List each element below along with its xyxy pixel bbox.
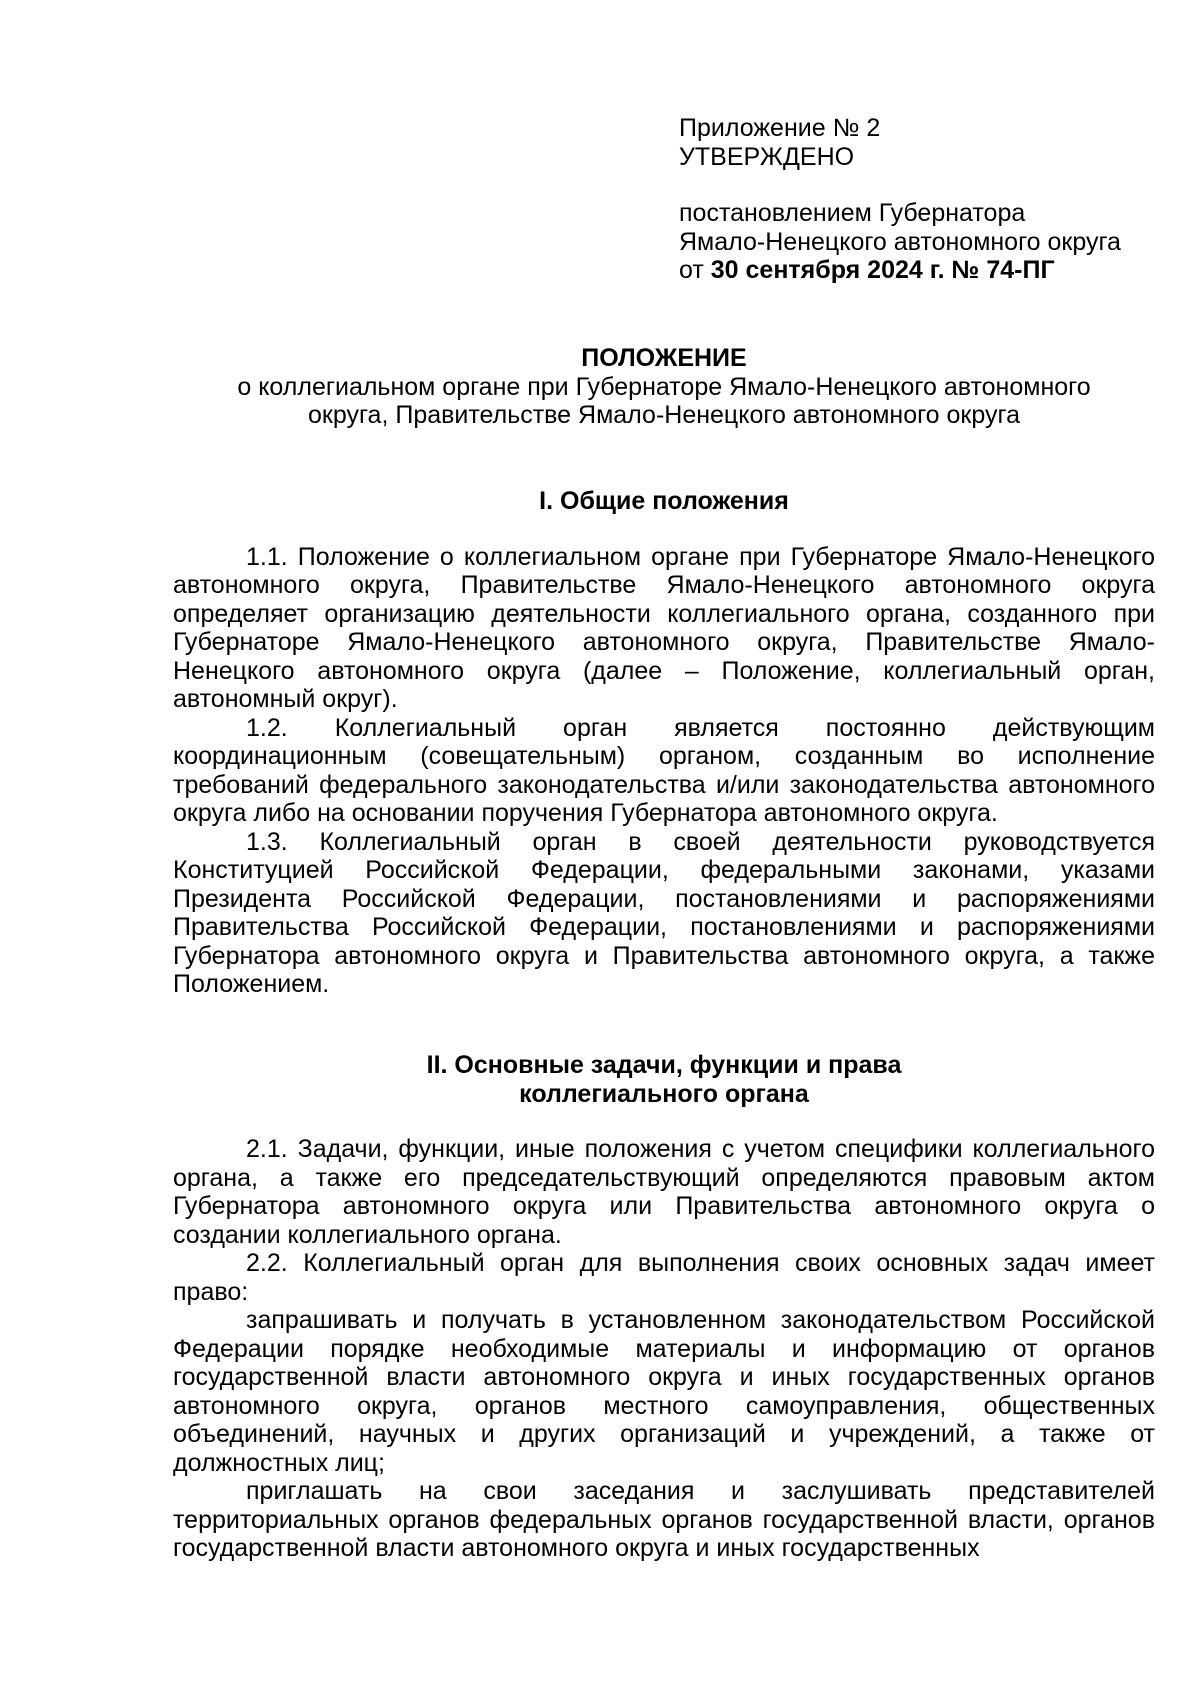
decree-line-1: постановлением Губернатора xyxy=(679,199,1026,227)
appendix-label: Приложение № 2 xyxy=(679,114,881,142)
document-subtitle-line-2: округа, Правительстве Ямало-Ненецкого автономного округа xyxy=(308,401,1020,429)
approval-block xyxy=(679,114,1179,285)
decree-line-2: Ямало-Ненецкого автономного округа xyxy=(679,227,1121,256)
document-title-block xyxy=(173,344,1155,430)
section-1 xyxy=(173,487,1155,999)
section-2-heading-line-2: коллегиального органа xyxy=(519,1079,809,1108)
paragraph-2-1: 2.1. Задачи, функции, иные положения с учетом специфики коллегиального органа, а также его председательствующий определяются правовым актом Губернатора автономного округа или Правительства автономного округа о создании коллегиального органа. xyxy=(173,1135,1155,1249)
section-2-heading-line-1: II. Основные задачи, функции и права xyxy=(426,1051,902,1079)
decree-date-number: 30 сентября 2024 г. № 74-ПГ xyxy=(710,256,1055,284)
paragraph-2-2: 2.2. Коллегиальный орган для выполнения своих основных задач имеет право: xyxy=(173,1249,1155,1306)
section-1-heading: I. Общие положения xyxy=(539,487,789,515)
approved-label: УТВЕРЖДЕНО xyxy=(679,142,855,171)
decree-date-line xyxy=(679,256,1179,285)
paragraph-1-2: 1.2. Коллегиальный орган является постоянно действующим координационным (совещательным) органом, созданным во исполнение требований федерального законодательства и/или законодательства автономного округа либо на основании поручения Губернатора автономного округа. xyxy=(173,713,1155,827)
document-subtitle-line-1: о коллегиальном органе при Губернаторе Ямало-Ненецкого автономного xyxy=(237,372,1091,401)
section-2 xyxy=(173,1051,1155,1563)
paragraph-1-1: 1.1. Положение о коллегиальном органе при Губернаторе Ямало-Ненецкого автономного округа, Правительстве Ямало-Ненецкого автономного округа определяет организацию деятельности коллегиального органа, созданного при Губернаторе Ямало-Ненецкого автономного округа, Правительстве Ямало-Ненецкого автономного округа (далее – Положение, коллегиальный орган, автономный округ). xyxy=(173,542,1155,713)
date-prefix: от xyxy=(679,256,704,284)
paragraph-2-2-item-2: приглашать на свои заседания и заслушивать представителей территориальных органов федеральных органов государственной власти, органов государственной власти автономного округа и иных государственных xyxy=(173,1477,1155,1562)
document-title: ПОЛОЖЕНИЕ xyxy=(581,344,747,372)
paragraph-2-2-item-1: запрашивать и получать в установленном законодательством Российской Федерации порядке необходимые материалы и информацию от органов государственной власти автономного округа и иных государственных органов автономного округа, органов местного самоуправления, общественных объединений, научных и других организаций и учреждений, а также от должностных лиц; xyxy=(173,1306,1155,1477)
paragraph-1-3: 1.3. Коллегиальный орган в своей деятельности руководствуется Конституцией Российской Федерации, федеральными законами, указами Президента Российской Федерации, постановлениями и распоряжениями Правительства Российской Федерации, постановлениями и распоряжениями Губернатора автономного округа и Правительства автономного округа, а также Положением. xyxy=(173,827,1155,998)
